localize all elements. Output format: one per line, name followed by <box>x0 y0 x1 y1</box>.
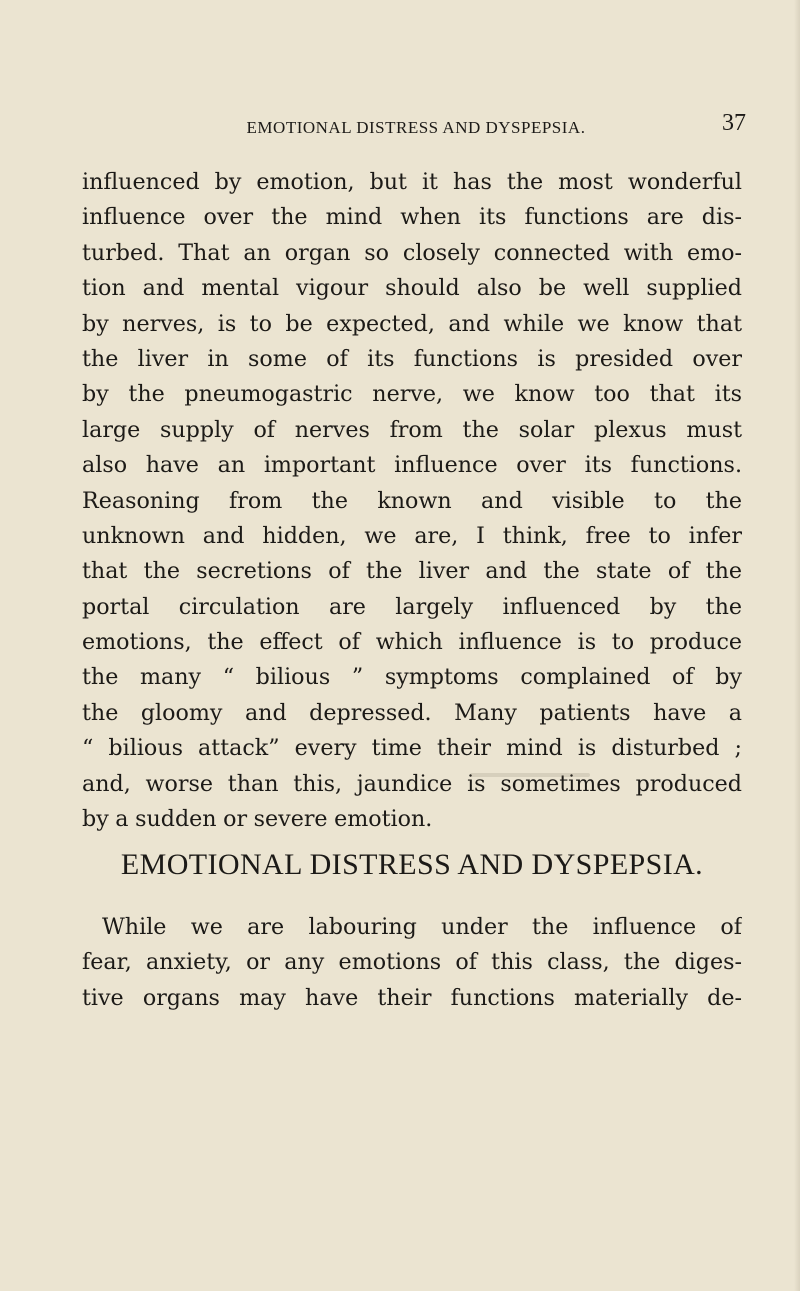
text-line: emotions, the effect of which influence is to produce <box>82 629 742 656</box>
text-line: portal circulation are largely influenced by the <box>82 593 742 620</box>
text-line: the gloomy and depressed. Many patients have a <box>82 699 742 726</box>
text-line: turbed. That an organ so closely connected with emo- <box>82 239 742 266</box>
text-line: the liver in some of its functions is presided over <box>82 345 742 372</box>
running-head: EMOTIONAL DISTRESS AND DYSPEPSIA. <box>246 118 586 137</box>
text-line: unknown and hidden, we are, I think, free to infer <box>82 522 742 549</box>
section-heading: EMOTIONAL DISTRESS AND DYSPEPSIA. <box>120 848 704 881</box>
text-line: fear, anxiety, or any emotions of this class, the diges- <box>82 949 742 976</box>
paragraph-continued <box>82 165 742 837</box>
text-line: and, worse than this, jaundice is sometimes produced <box>82 770 742 797</box>
page-edge-shadow <box>794 0 800 1291</box>
text-line: “ bilious attack” every time their mind is disturbed ; <box>82 735 742 762</box>
text-line: influence over the mind when its functions are dis- <box>82 204 742 231</box>
paragraph-new <box>82 910 742 1016</box>
text-line: tion and mental vigour should also be well supplied <box>82 275 742 302</box>
page-number: 37 <box>722 110 746 136</box>
text-line: also have an important influence over its functions. <box>82 452 742 479</box>
text-line: influenced by emotion, but it has the most wonderful <box>82 169 742 195</box>
paper-smudge <box>470 773 590 777</box>
text-line: the many “ bilious ” symptoms complained of by <box>82 664 742 691</box>
text-line: by the pneumogastric nerve, we know too that its <box>82 381 742 408</box>
text-line: Reasoning from the known and visible to the <box>82 487 742 514</box>
text-line: large supply of nerves from the solar plexus must <box>82 416 742 443</box>
text-line: that the secretions of the liver and the state of the <box>82 558 742 585</box>
text-line: While we are labouring under the influence of <box>102 914 742 940</box>
text-line: tive organs may have their functions materially de- <box>82 984 742 1011</box>
text-line: by nerves, is to be expected, and while we know that <box>82 310 742 337</box>
text-line: by a sudden or severe emotion. <box>82 806 433 833</box>
